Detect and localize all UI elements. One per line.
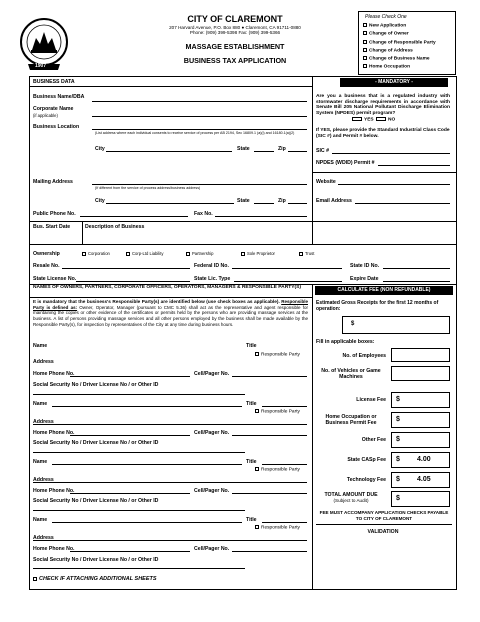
person1-cell-label: Cell/Pager No. (194, 371, 230, 377)
total-dollar: $ (396, 495, 400, 502)
person3-home-phone-label: Home Phone No. (33, 488, 75, 494)
zip-field[interactable] (288, 151, 307, 152)
city-phone: Phone: (909) 399-5398 Fax: (909) 399-5366 (189, 30, 281, 35)
own-partnership[interactable]: Partnership (186, 251, 213, 256)
person2-title-field[interactable] (262, 406, 307, 407)
person3-name-label: Name (33, 459, 48, 465)
state-license-field[interactable] (76, 281, 190, 282)
other-fee-field[interactable] (391, 432, 450, 448)
casp-dollar: $ (396, 456, 400, 463)
parties-intro-text: Owner, Operator, Manager (pursuant to CMC 5.36) shall act as the representative and agent responsible for maintaining the copies or other evidence of the certificates or permits held by the persons who are providing massage services at the business. A list of persons providing massage services and all other persons employed by the business shall be made available by the Responsible Party(s), for inspection by representatives of the City at any time during business hours. (33, 304, 308, 327)
additional-sheets-check[interactable]: CHECK IF ATTACHING ADDITIONAL SHEETS (33, 576, 157, 582)
person1-cell-field[interactable] (232, 376, 307, 377)
please-check-box (358, 11, 456, 75)
zip2-field[interactable] (288, 203, 307, 204)
person2-ssn-field[interactable] (33, 452, 245, 453)
checkbox-icon[interactable] (255, 525, 259, 529)
person1-address-label: Address (33, 359, 54, 365)
other-fee-label: Other Fee (361, 437, 386, 443)
mailing-note: (If different from the service of process address/business address) (95, 186, 201, 190)
state-label: State (237, 146, 250, 152)
city-label: City (95, 146, 105, 152)
state-id-field[interactable] (383, 268, 450, 269)
person1-title-label: Title (246, 343, 257, 349)
city-address: 207 Harvard Avenue, P.O. Box 880 ● Claremont, CA 91711-0880 (169, 25, 301, 30)
sic-field[interactable] (332, 153, 450, 154)
person4-responsible[interactable]: Responsible Party (255, 525, 300, 530)
person1-home-phone-label: Home Phone No. (33, 371, 75, 377)
person3-name-field[interactable] (52, 464, 242, 465)
person3-cell-label: Cell/Pager No. (194, 488, 230, 494)
city2-field[interactable] (106, 203, 234, 204)
checkbox-icon[interactable] (363, 31, 367, 35)
state-lic-type-field[interactable] (234, 281, 342, 282)
employees-field[interactable] (391, 348, 450, 362)
checkbox-icon[interactable] (33, 577, 37, 581)
validation-label: VALIDATION (367, 529, 399, 535)
city2-label: City (95, 198, 105, 204)
person4-home-phone-label: Home Phone No. (33, 546, 75, 552)
checkbox-icon[interactable] (255, 352, 259, 356)
license-fee-field[interactable] (391, 392, 450, 408)
checkbox-icon[interactable] (352, 117, 362, 121)
check-change-address[interactable]: Change of Address (363, 48, 451, 53)
check-change-responsible[interactable]: Change of Responsible Party (363, 40, 451, 45)
total-due-field[interactable] (391, 491, 450, 507)
npdes-yes[interactable]: YES (352, 117, 374, 122)
corporate-name-label: Corporate Name (33, 106, 74, 112)
parties-heading: NAMES OF OWNERS, PARTNERS, CORPORATE OFFICERS, OPERATORS, MANAGERS & RESPONSIBLE PARTY(S) (33, 285, 302, 290)
person4-name-field[interactable] (52, 522, 242, 523)
business-data-heading: BUSINESS DATA (33, 79, 75, 85)
business-name-field[interactable] (92, 101, 307, 102)
mandatory-if-yes: If YES, please provide the Standard Industrial Class Code (SIC #) and Permit # below. (316, 128, 450, 139)
federal-id-field[interactable] (232, 268, 342, 269)
mandatory-question: Are you a business that is a regulated industry with stormwater discharge requirements in accordance with Senate Bill 205 National Pollutant Discharge Elimination System (NPDES) permit program? (316, 94, 450, 116)
person4-name-label: Name (33, 517, 48, 523)
checkbox-icon[interactable] (255, 467, 259, 471)
fee-heading: CALCULATE FEE (NON REFUNDABLE) (315, 286, 453, 295)
person2-name-field[interactable] (52, 406, 242, 407)
city-name: CITY OF CLAREMONT (187, 14, 283, 24)
license-fee-label: License Fee (356, 397, 386, 403)
tech-dollar: $ (396, 476, 400, 483)
state-lic-type-label: State Lic. Type (194, 276, 231, 282)
please-check-heading: Please Check One (365, 14, 407, 20)
gross-dollar: $ (351, 321, 355, 327)
fill-boxes-label: Fill in applicable boxes: (316, 339, 375, 345)
person4-cell-field[interactable] (232, 551, 307, 552)
city-field[interactable] (106, 151, 232, 152)
checkbox-icon[interactable] (363, 40, 367, 44)
person2-home-phone-label: Home Phone No. (33, 430, 75, 436)
bus-start-label: Bus. Start Date (33, 224, 71, 230)
state-id-label: State ID No. (350, 263, 380, 269)
public-phone-field[interactable] (80, 216, 188, 217)
total-due-note: (Subject to Audit) (333, 498, 369, 503)
person1-ssn-field[interactable] (33, 394, 245, 395)
checkbox-icon[interactable] (126, 252, 130, 256)
checkbox-icon[interactable] (255, 409, 259, 413)
person2-address-field[interactable] (33, 424, 307, 425)
npdes-label: NPDES (WDID) Permit # (316, 160, 375, 166)
casp-fee-label: State CASp Fee (347, 457, 386, 463)
email-label: Email Address (316, 198, 352, 204)
business-location-note: (List address where each individual consents to receive service of process per AB 2194, Sec 16809.1 (a)(i) and 16180.1(a)(2) (95, 131, 295, 135)
person4-title-label: Title (246, 517, 257, 523)
ownership-label: Ownership (33, 251, 60, 257)
casp-value: 4.00 (417, 456, 431, 463)
person4-title-field[interactable] (262, 522, 307, 523)
person2-cell-field[interactable] (232, 435, 307, 436)
check-change-business-name[interactable]: Change of Business Name (363, 56, 451, 61)
own-sole-proprietor[interactable]: Sole Proprietor (241, 251, 275, 256)
person4-address-field[interactable] (33, 540, 307, 541)
state2-field[interactable] (254, 203, 274, 204)
expire-field[interactable] (383, 281, 450, 282)
sic-label: SIC # (316, 148, 329, 154)
checkbox-icon[interactable] (299, 252, 303, 256)
resale-label: Resale No. (33, 263, 60, 269)
person4-ssn-field[interactable] (33, 568, 245, 569)
tech-value: 4.05 (417, 476, 431, 483)
form-title-1: MASSAGE ESTABLISHMENT (185, 42, 285, 51)
person3-responsible[interactable]: Responsible Party (255, 467, 300, 472)
check-new-application[interactable]: New Application (363, 23, 451, 28)
email-field[interactable] (355, 203, 450, 204)
business-name-label: Business Name/DBA (33, 94, 85, 100)
tech-fee-field[interactable] (391, 472, 450, 488)
person1-responsible[interactable]: Responsible Party (255, 352, 300, 357)
home-occ-fee-label: Home Occupation or Business Permit Fee (325, 414, 377, 426)
person3-title-field[interactable] (262, 464, 307, 465)
description-label: Description of Business (85, 224, 145, 230)
zip-label: Zip (278, 146, 286, 152)
home-occ-fee-field[interactable] (391, 412, 450, 428)
resale-field[interactable] (62, 268, 190, 269)
casp-fee-field[interactable] (391, 452, 450, 468)
mandatory-heading: - MANDATORY - (340, 78, 448, 87)
own-corporation[interactable]: Corporation (82, 251, 110, 256)
person2-cell-label: Cell/Pager No. (194, 430, 230, 436)
person1-home-phone-field[interactable] (70, 376, 190, 377)
fax-field[interactable] (215, 216, 307, 217)
own-corp-ltd[interactable]: Corp-Ltd Liability (126, 251, 163, 256)
parties-intro-mandatory: It is mandatory that the business's Responsible Party(s) are identified below (use check boxes as applicable). (33, 299, 280, 304)
person2-address-label: Address (33, 419, 54, 425)
person2-responsible[interactable]: Responsible Party (255, 409, 300, 414)
employees-label: No. of Employees (342, 353, 386, 359)
checkbox-icon[interactable] (363, 56, 367, 60)
person2-title-label: Title (246, 401, 257, 407)
person3-address-label: Address (33, 477, 54, 483)
person3-title-label: Title (246, 459, 257, 465)
checkbox-icon[interactable] (363, 48, 367, 52)
zip2-label: Zip (278, 198, 286, 204)
total-due-label: TOTAL AMOUNT DUE (324, 492, 378, 498)
federal-id-label: Federal ID No. (194, 263, 229, 269)
npdes-field[interactable] (378, 165, 450, 166)
other-dollar: $ (396, 436, 400, 443)
tech-fee-label: Technology Fee (346, 477, 386, 483)
checkbox-icon[interactable] (186, 252, 190, 256)
checkbox-icon[interactable] (363, 23, 367, 27)
npdes-no[interactable]: NO (376, 117, 395, 122)
checkbox-icon[interactable] (376, 117, 386, 121)
expire-label: Expire Date (350, 276, 379, 282)
state-license-label: State License No. (33, 276, 77, 282)
check-change-owner[interactable]: Change of Owner (363, 31, 451, 36)
state2-label: State (237, 198, 250, 204)
person3-cell-field[interactable] (232, 493, 307, 494)
person3-ssn-field[interactable] (33, 510, 245, 511)
license-dollar: $ (396, 396, 400, 403)
checkbox-icon[interactable] (363, 64, 367, 68)
person4-ssn-label: Social Security No / Driver License No / or Other ID (33, 557, 159, 563)
person2-name-label: Name (33, 401, 48, 407)
person2-home-phone-field[interactable] (70, 435, 190, 436)
corporate-name-field[interactable] (92, 116, 307, 117)
fax-label: Fax No. (194, 211, 213, 217)
state-field[interactable] (254, 151, 274, 152)
home-occ-dollar: $ (396, 416, 400, 423)
person3-home-phone-field[interactable] (70, 493, 190, 494)
website-label: Website (316, 179, 336, 185)
parties-intro (33, 299, 308, 328)
form-title-2: BUSINESS TAX APPLICATION (183, 56, 287, 65)
person1-name-label: Name (33, 343, 48, 349)
business-location-field[interactable] (92, 129, 307, 130)
gross-receipts-label: Estimated Gross Receipts for the first 12 months of operation: (316, 300, 439, 312)
payment-note: FEE MUST ACCOMPANY APPLICATION CHECKS PAYABLE TO CITY OF CLAREMONT (319, 510, 449, 521)
person3-address-field[interactable] (33, 482, 307, 483)
person4-home-phone-field[interactable] (70, 551, 190, 552)
checkbox-icon[interactable] (82, 252, 86, 256)
website-field[interactable] (338, 184, 450, 185)
person4-address-label: Address (33, 535, 54, 541)
person4-cell-label: Cell/Pager No. (194, 546, 230, 552)
own-trust[interactable]: Trust (299, 251, 314, 256)
business-location-label: Business Location (33, 124, 80, 130)
parties-intro-defined: Responsible Party is defined as: (33, 299, 308, 310)
city-seal (18, 14, 70, 76)
person1-ssn-label: Social Security No / Driver License No / or Other ID (33, 382, 159, 388)
gross-receipts-field[interactable] (342, 316, 450, 334)
vehicles-label: No. of Vehicles or Game Machines (321, 368, 381, 380)
corporate-name-note: (if applicable) (33, 113, 58, 118)
check-home-occupation[interactable]: Home Occupation (363, 64, 451, 69)
public-phone-label: Public Phone No. (33, 211, 76, 217)
mailing-address-field[interactable] (92, 184, 307, 185)
seal-year: 1907 (35, 63, 47, 69)
vehicles-field[interactable] (391, 366, 450, 381)
mailing-address-label: Mailing Address (33, 179, 73, 185)
checkbox-icon[interactable] (241, 252, 245, 256)
person3-ssn-label: Social Security No / Driver License No / or Other ID (33, 498, 159, 504)
person2-ssn-label: Social Security No / Driver License No / or Other ID (33, 440, 159, 446)
